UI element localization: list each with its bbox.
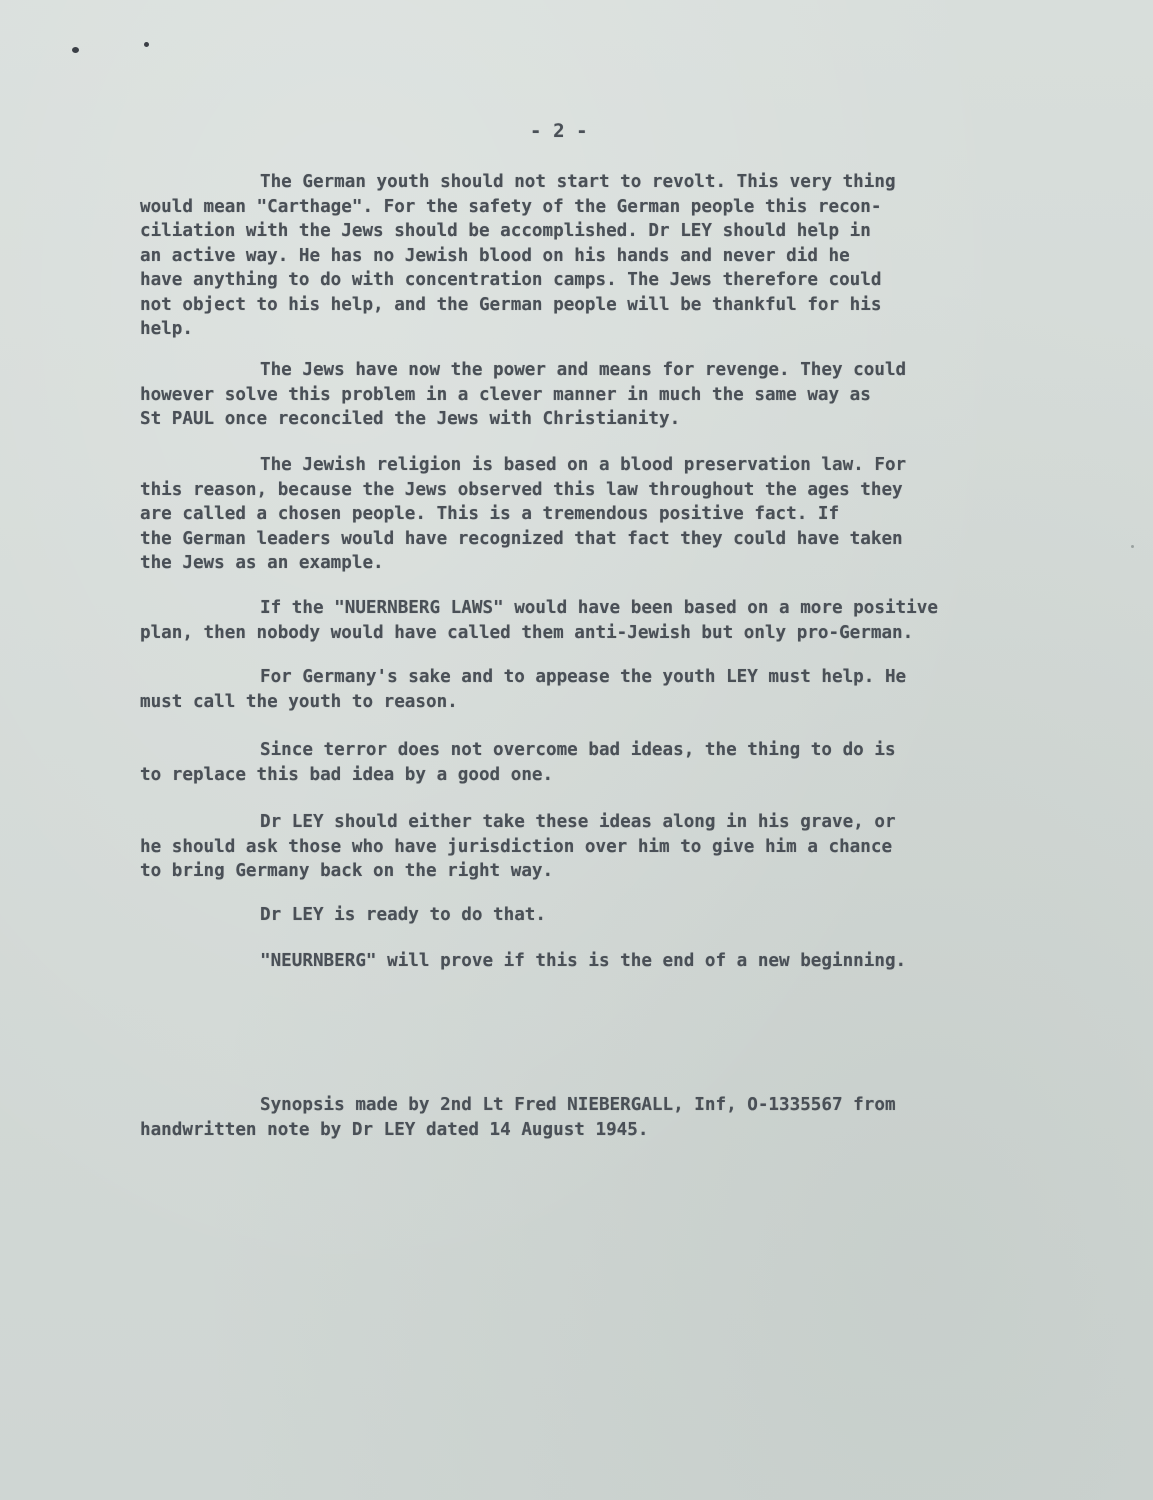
paragraph-7 [140,810,1040,884]
text-line: Dr LEY should either take these ideas along in his grave, or [260,812,896,832]
text-line: an active way. He has no Jewish blood on his hands and never did he [140,245,850,266]
text-line: have anything to do with concentration camps. The Jews therefore could [140,270,882,290]
paragraph-4 [140,596,1040,645]
text-line: Synopsis made by 2nd Lt Fred NIEBERGALL, Inf, O-1335567 from [260,1095,896,1115]
paragraph-1 [140,170,1040,342]
text-line: the Jews as an example. [140,553,384,573]
text-line: Dr LEY is ready to do that. [260,905,546,925]
text-line: The Jews have now the power and means for revenge. They could [260,360,907,380]
text-line: this reason, because the Jews observed this law throughout the ages they [140,479,903,500]
text-line: to replace this bad idea by a good one. [140,764,554,785]
ink-speck [1131,545,1134,548]
text-line: he should ask those who have jurisdiction over him to give him a chance [140,836,893,857]
paragraph-9 [140,949,1040,974]
ink-speck [144,42,149,47]
paragraph-5 [140,665,1040,714]
text-line: ciliation with the Jews should be accomplished. Dr LEY should help in [140,221,871,241]
text-line: handwritten note by Dr LEY dated 14 August 1945. [140,1119,649,1140]
paragraph-2 [140,358,1040,432]
text-line: the German leaders would have recognized that fact they could have taken [140,528,903,549]
ink-speck [72,47,79,53]
text-line: If the "NUERNBERG LAWS" would have been based on a more positive [260,598,938,618]
text-line: are called a chosen people. This is a tremendous positive fact. If [140,504,840,524]
text-line: must call the youth to reason. [140,691,458,712]
text-line: The Jewish religion is based on a blood preservation law. For [260,455,907,475]
text-line: help. [140,319,193,339]
paragraph-6 [140,738,1040,787]
text-line: would mean "Carthage". For the safety of the German people this recon- [140,196,882,217]
text-line: "NEURNBERG" will prove if this is the end of a new beginning. [260,951,907,971]
synopsis-note [140,1093,1040,1142]
text-line: St PAUL once reconciled the Jews with Christianity. [140,409,681,429]
text-line: to bring Germany back on the right way. [140,861,554,881]
text-line: For Germany's sake and to appease the youth LEY must help. He [260,667,907,687]
text-line: Since terror does not overcome bad ideas, the thing to do is [260,740,896,760]
text-line: plan, then nobody would have called them anti-Jewish but only pro-German. [140,622,914,643]
text-line: The German youth should not start to revolt. This very thing [260,172,896,192]
text-line: not object to his help, and the German people will be thankful for his [140,294,882,315]
text-line: however solve this problem in a clever manner in much the same way as [140,384,871,405]
paragraph-3 [140,453,1040,576]
page-number: - 2 - [530,120,588,142]
paragraph-8 [140,903,1040,928]
